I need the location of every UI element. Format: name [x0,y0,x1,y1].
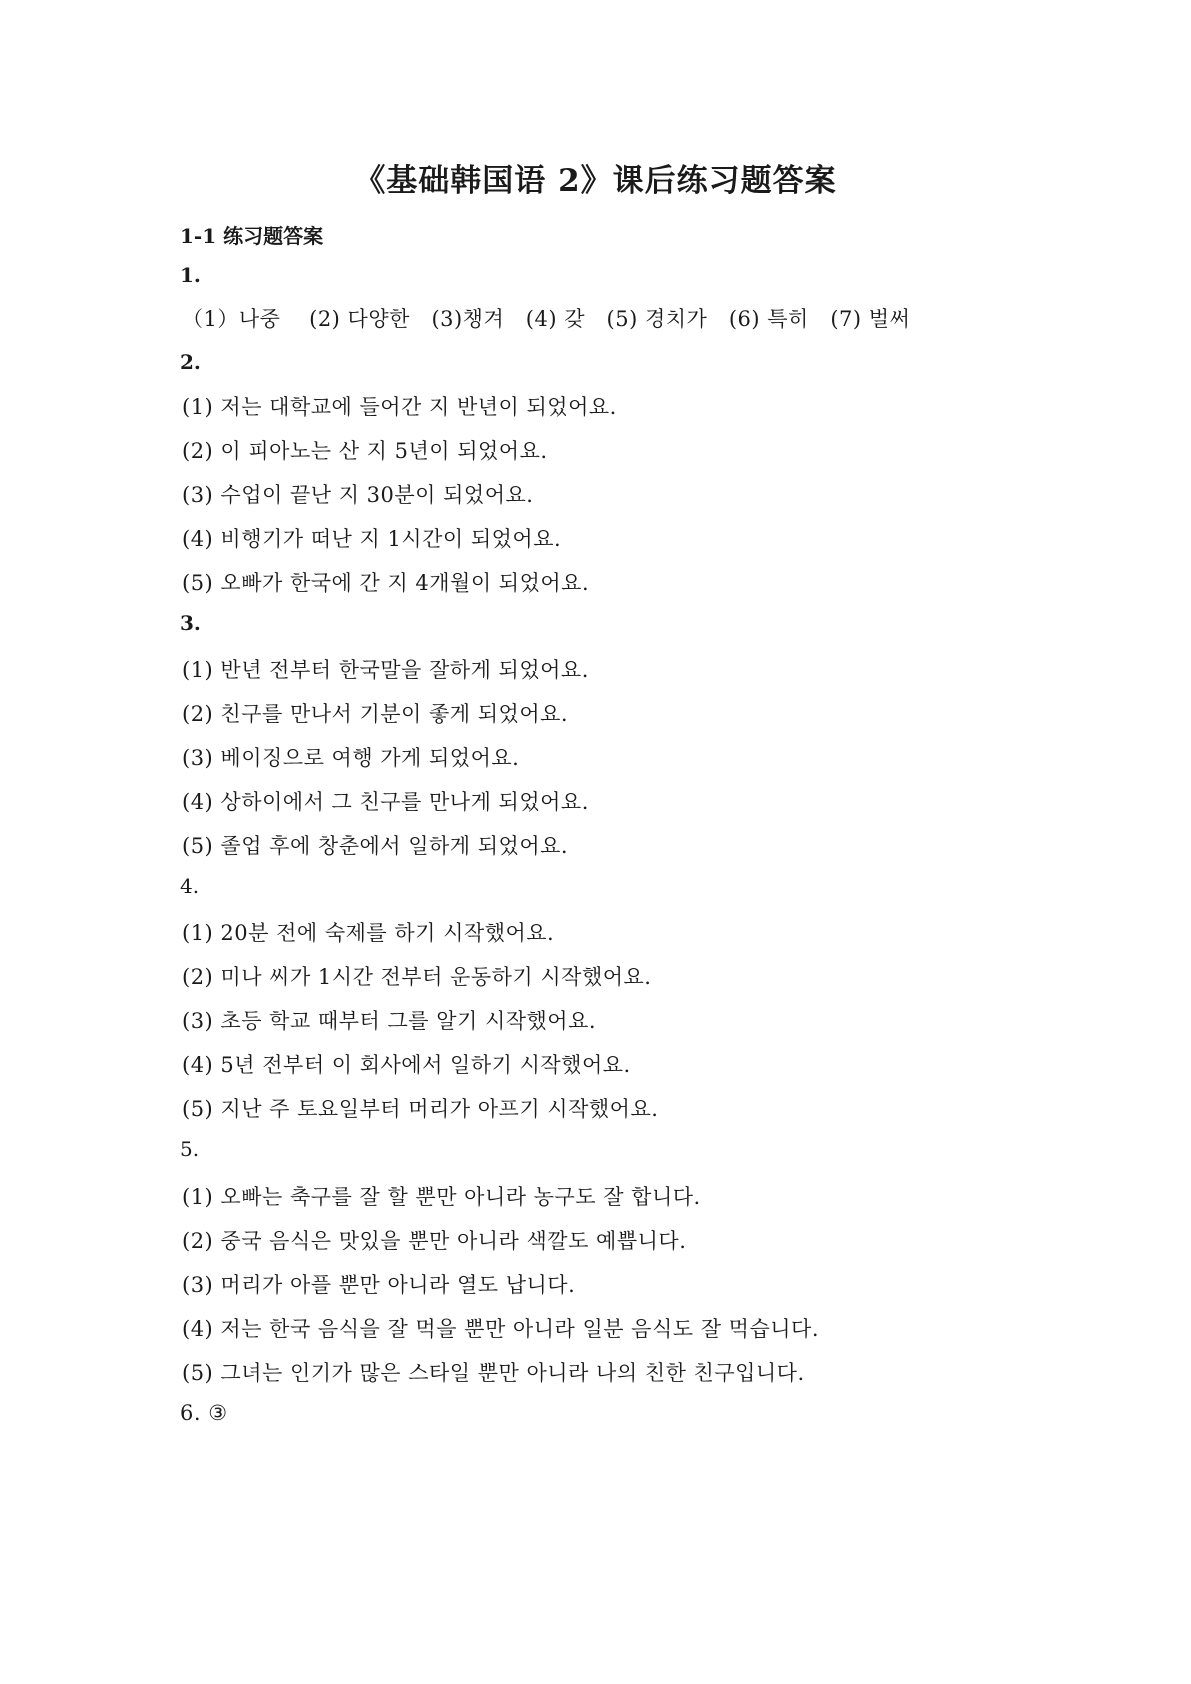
question-2-answer-1: (1) 저는 대학교에 들어간 지 반년이 되었어요. [182,395,617,419]
question-3-label: 3. [180,611,201,635]
question-3-answer-4: (4) 상하이에서 그 친구를 만나게 되었어요. [182,790,589,814]
question-5-answer-5: (5) 그녀는 인기가 많은 스타일 뿐만 아니라 나의 친한 친구입니다. [182,1361,805,1385]
question-6-answer: 6. ③ [180,1401,228,1425]
question-4-label: 4. [180,874,200,898]
section-title: 1-1 练习题答案 [180,224,324,248]
question-3-answer-3: (3) 베이징으로 여행 가게 되었어요. [182,746,520,770]
question-5-answer-3: (3) 머리가 아플 뿐만 아니라 열도 납니다. [182,1273,576,1297]
question-5-label: 5. [180,1137,200,1161]
question-3-answer-1: (1) 반년 전부터 한국말을 잘하게 되었어요. [182,658,589,682]
question-4-answer-4: (4) 5년 전부터 이 회사에서 일하기 시작했어요. [182,1053,631,1077]
question-5-answer-2: (2) 중국 음식은 맛있을 뿐만 아니라 색깔도 예쁩니다. [182,1229,687,1253]
question-4-answer-2: (2) 미나 씨가 1시간 전부터 운동하기 시작했어요. [182,965,652,989]
question-2-answer-2: (2) 이 피아노는 산 지 5년이 되었어요. [182,439,548,463]
question-2-answer-3: (3) 수업이 끝난 지 30분이 되었어요. [182,483,534,507]
question-4-answer-5: (5) 지난 주 토요일부터 머리가 아프기 시작했어요. [182,1097,659,1121]
page-title: 《基础韩国语 2》课后练习题答案 [354,163,837,199]
question-2-label: 2. [180,350,201,374]
question-4-answer-1: (1) 20분 전에 숙제를 하기 시작했어요. [182,921,555,945]
question-1-answers: （1）나중 (2) 다양한 (3)챙겨 (4) 갖 (5) 경치가 (6) 특히 (7) 벌써 [182,307,911,331]
question-2-answer-4: (4) 비행기가 떠난 지 1시간이 되었어요. [182,527,562,551]
question-5-answer-1: (1) 오빠는 축구를 잘 할 뿐만 아니라 농구도 잘 합니다. [182,1185,701,1209]
question-3-answer-2: (2) 친구를 만나서 기분이 좋게 되었어요. [182,702,569,726]
question-1-label: 1. [180,263,201,287]
question-4-answer-3: (3) 초등 학교 때부터 그를 알기 시작했어요. [182,1009,597,1033]
question-2-answer-5: (5) 오빠가 한국에 간 지 4개월이 되었어요. [182,571,590,595]
question-3-answer-5: (5) 졸업 후에 창춘에서 일하게 되었어요. [182,834,569,858]
question-5-answer-4: (4) 저는 한국 음식을 잘 먹을 뿐만 아니라 일분 음식도 잘 먹습니다. [182,1317,819,1341]
